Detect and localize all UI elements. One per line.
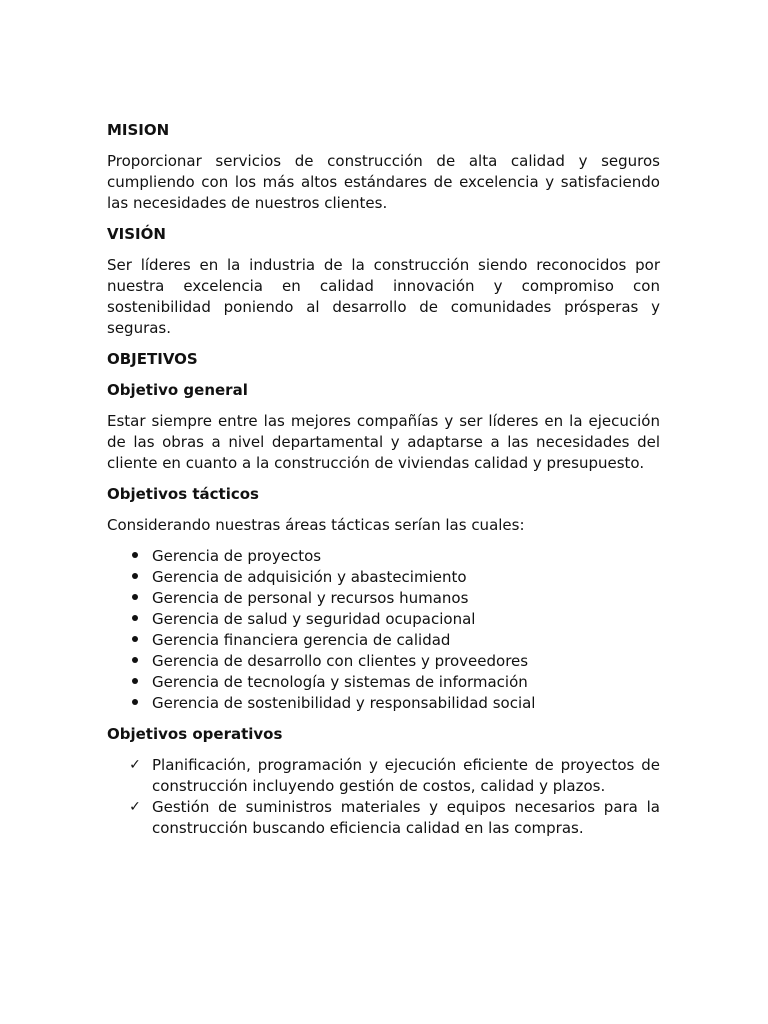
list-item-text: Gerencia financiera gerencia de calidad [152,631,451,649]
checkmark-icon: ✓ [129,799,141,815]
list-item-text: Gerencia de salud y seguridad ocupacional [152,610,476,628]
list-item-text: Gerencia de desarrollo con clientes y proveedores [152,652,529,670]
list-item [107,693,660,714]
bullet-icon [127,672,143,693]
list-item [107,567,660,588]
vision-heading: VISIÓN [107,225,166,243]
bullet-icon [127,630,143,651]
vision-text: Ser líderes en la industria de la construcción siendo reconocidos por nuestra excelencia en calidad innovación y compromiso con sostenibilidad poniendo al desarrollo de comunidades prósperas y seguras. [107,256,660,337]
bullet-icon [127,546,143,567]
objetivos-operativos-heading: Objetivos operativos [107,725,283,743]
objetivos-tacticos-list [107,546,660,714]
bullet-icon [127,609,143,630]
list-item [107,797,660,839]
list-item [107,755,660,797]
list-item [107,546,660,567]
list-item-text: Gerencia de sostenibilidad y responsabilidad social [152,694,536,712]
objetivos-tacticos-intro: Considerando nuestras áreas tácticas serían las cuales: [107,516,525,534]
objetivos-heading: OBJETIVOS [107,350,198,368]
bullet-icon [127,651,143,672]
list-item-text: Gerencia de personal y recursos humanos [152,589,469,607]
bullet-icon [127,588,143,609]
list-item [107,630,660,651]
mision-heading: MISION [107,121,170,139]
checkmark-icon: ✓ [129,757,141,773]
list-item [107,588,660,609]
objetivo-general-text: Estar siempre entre las mejores compañías y ser líderes en la ejecución de las obras a nivel departamental y adaptarse a las necesidades del cliente en cuanto a la construcción de viviendas calidad y presupuesto. [107,412,660,472]
list-item-text: Gerencia de tecnología y sistemas de información [152,673,528,691]
list-item-text: Gestión de suministros materiales y equipos necesarios para la construcción buscando eficiencia calidad en las compras. [152,798,660,837]
mision-text: Proporcionar servicios de construcción de alta calidad y seguros cumpliendo con los más altos estándares de excelencia y satisfaciendo las necesidades de nuestros clientes. [107,152,660,212]
list-item [107,609,660,630]
list-item-text: Gerencia de proyectos [152,547,322,565]
list-item-text: Gerencia de adquisición y abastecimiento [152,568,467,586]
objetivos-tacticos-heading: Objetivos tácticos [107,485,259,503]
document-page [107,120,660,849]
list-item [107,651,660,672]
bullet-icon [127,693,143,714]
objetivos-operativos-list [107,755,660,839]
list-item-text: Planificación, programación y ejecución eficiente de proyectos de construcción incluyendo gestión de costos, calidad y plazos. [152,756,660,795]
objetivo-general-heading: Objetivo general [107,381,248,399]
bullet-icon [127,567,143,588]
list-item [107,672,660,693]
